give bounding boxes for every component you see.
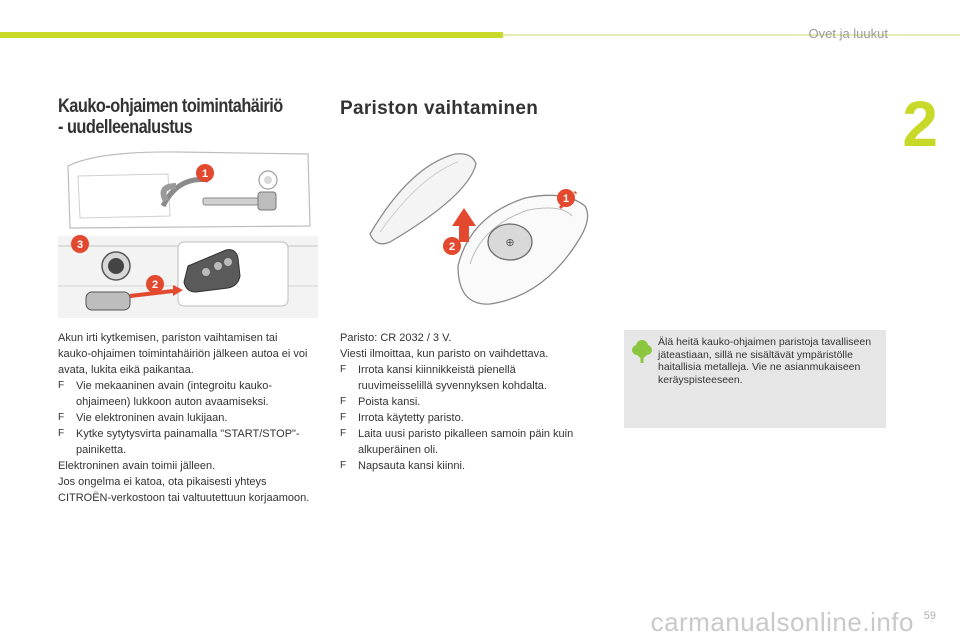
svg-text:1: 1 bbox=[201, 168, 209, 180]
battery-heading: Pariston vaihtaminen bbox=[340, 98, 539, 119]
bullet-marker: F bbox=[340, 428, 347, 439]
callout-3 bbox=[71, 235, 89, 253]
list-item: F Irrota käytetty paristo. bbox=[340, 412, 464, 424]
reset-outro-2: Jos ongelma ei katoa, ota pikaisesti yhteys CITROËN-verkostoon tai valtuutettuun korjaamoon. bbox=[58, 476, 310, 504]
callout-1 bbox=[557, 189, 575, 207]
environment-note bbox=[624, 330, 886, 428]
callout-1 bbox=[196, 164, 214, 182]
reset-outro-1: Elektroninen avain toimii jälleen. bbox=[58, 460, 216, 472]
bullet-marker: F bbox=[340, 364, 347, 375]
svg-text:2: 2 bbox=[151, 279, 159, 291]
bullet-marker: F bbox=[58, 412, 65, 423]
list-item: F Vie mekaaninen avain (integroitu kauko-ohjaimeen) lukkoon auton avaamiseksi. bbox=[58, 380, 273, 408]
bullet-marker: F bbox=[340, 460, 347, 471]
bullet-marker: F bbox=[58, 380, 65, 391]
header-accent-bar bbox=[0, 32, 503, 38]
list-item: F Laita uusi paristo pikalleen samoin päin kuin alkuperäinen oli. bbox=[340, 428, 574, 456]
list-item: F Kytke sytytysvirta painamalla "START/STOP"-painiketta. bbox=[58, 428, 300, 456]
watermark: carmanualsonline.info bbox=[650, 607, 914, 637]
tree-icon bbox=[632, 338, 652, 364]
remote-reset-illustration bbox=[58, 146, 318, 318]
svg-text:1: 1 bbox=[562, 193, 570, 205]
svg-text:⊕: ⊕ bbox=[505, 237, 515, 249]
reset-instructions bbox=[58, 330, 313, 506]
header-accent-line bbox=[503, 34, 960, 36]
list-item: F Poista kansi. bbox=[340, 396, 421, 408]
svg-text:3: 3 bbox=[76, 239, 84, 251]
battery-instructions bbox=[340, 330, 585, 474]
reset-intro: Akun irti kytkemisen, pariston vaihtamisen tai kauko-ohjaimen toimintahäiriön jälkeen autoa ei voi avata, lukita eikä paikantaa. bbox=[58, 332, 308, 376]
section-title: Ovet ja luukut bbox=[808, 26, 888, 41]
chapter-number: 2 bbox=[902, 88, 938, 160]
environment-note-text: Älä heitä kauko-ohjaimen paristoja tavalliseen jäteastiaan, sillä ne sisältävät ympäristölle haitallisia metalleja. Vie ne asianmukaiseen keräyspisteeseen. bbox=[658, 336, 872, 386]
bullet-marker: F bbox=[58, 428, 65, 439]
battery-replacement-illustration bbox=[340, 146, 600, 318]
battery-spec: Paristo: CR 2032 / 3 V. bbox=[340, 332, 452, 344]
reset-heading: Kauko-ohjaimen toimintahäiriö - uudelleenalustus bbox=[58, 96, 283, 138]
bullet-marker: F bbox=[340, 396, 347, 407]
page-number: 59 bbox=[923, 610, 936, 622]
battery-warning-note: Viesti ilmoittaa, kun paristo on vaihdettava. bbox=[340, 348, 549, 360]
callout-2 bbox=[146, 275, 164, 293]
list-item: F Irrota kansi kiinnikkeistä pienellä ruuvimeisselillä syvennyksen kohdalta. bbox=[340, 364, 547, 392]
bullet-marker: F bbox=[340, 412, 347, 423]
svg-text:2: 2 bbox=[448, 241, 456, 253]
callout-2 bbox=[443, 237, 461, 255]
list-item: F Napsauta kansi kiinni. bbox=[340, 460, 466, 472]
list-item: F Vie elektroninen avain lukijaan. bbox=[58, 412, 228, 424]
